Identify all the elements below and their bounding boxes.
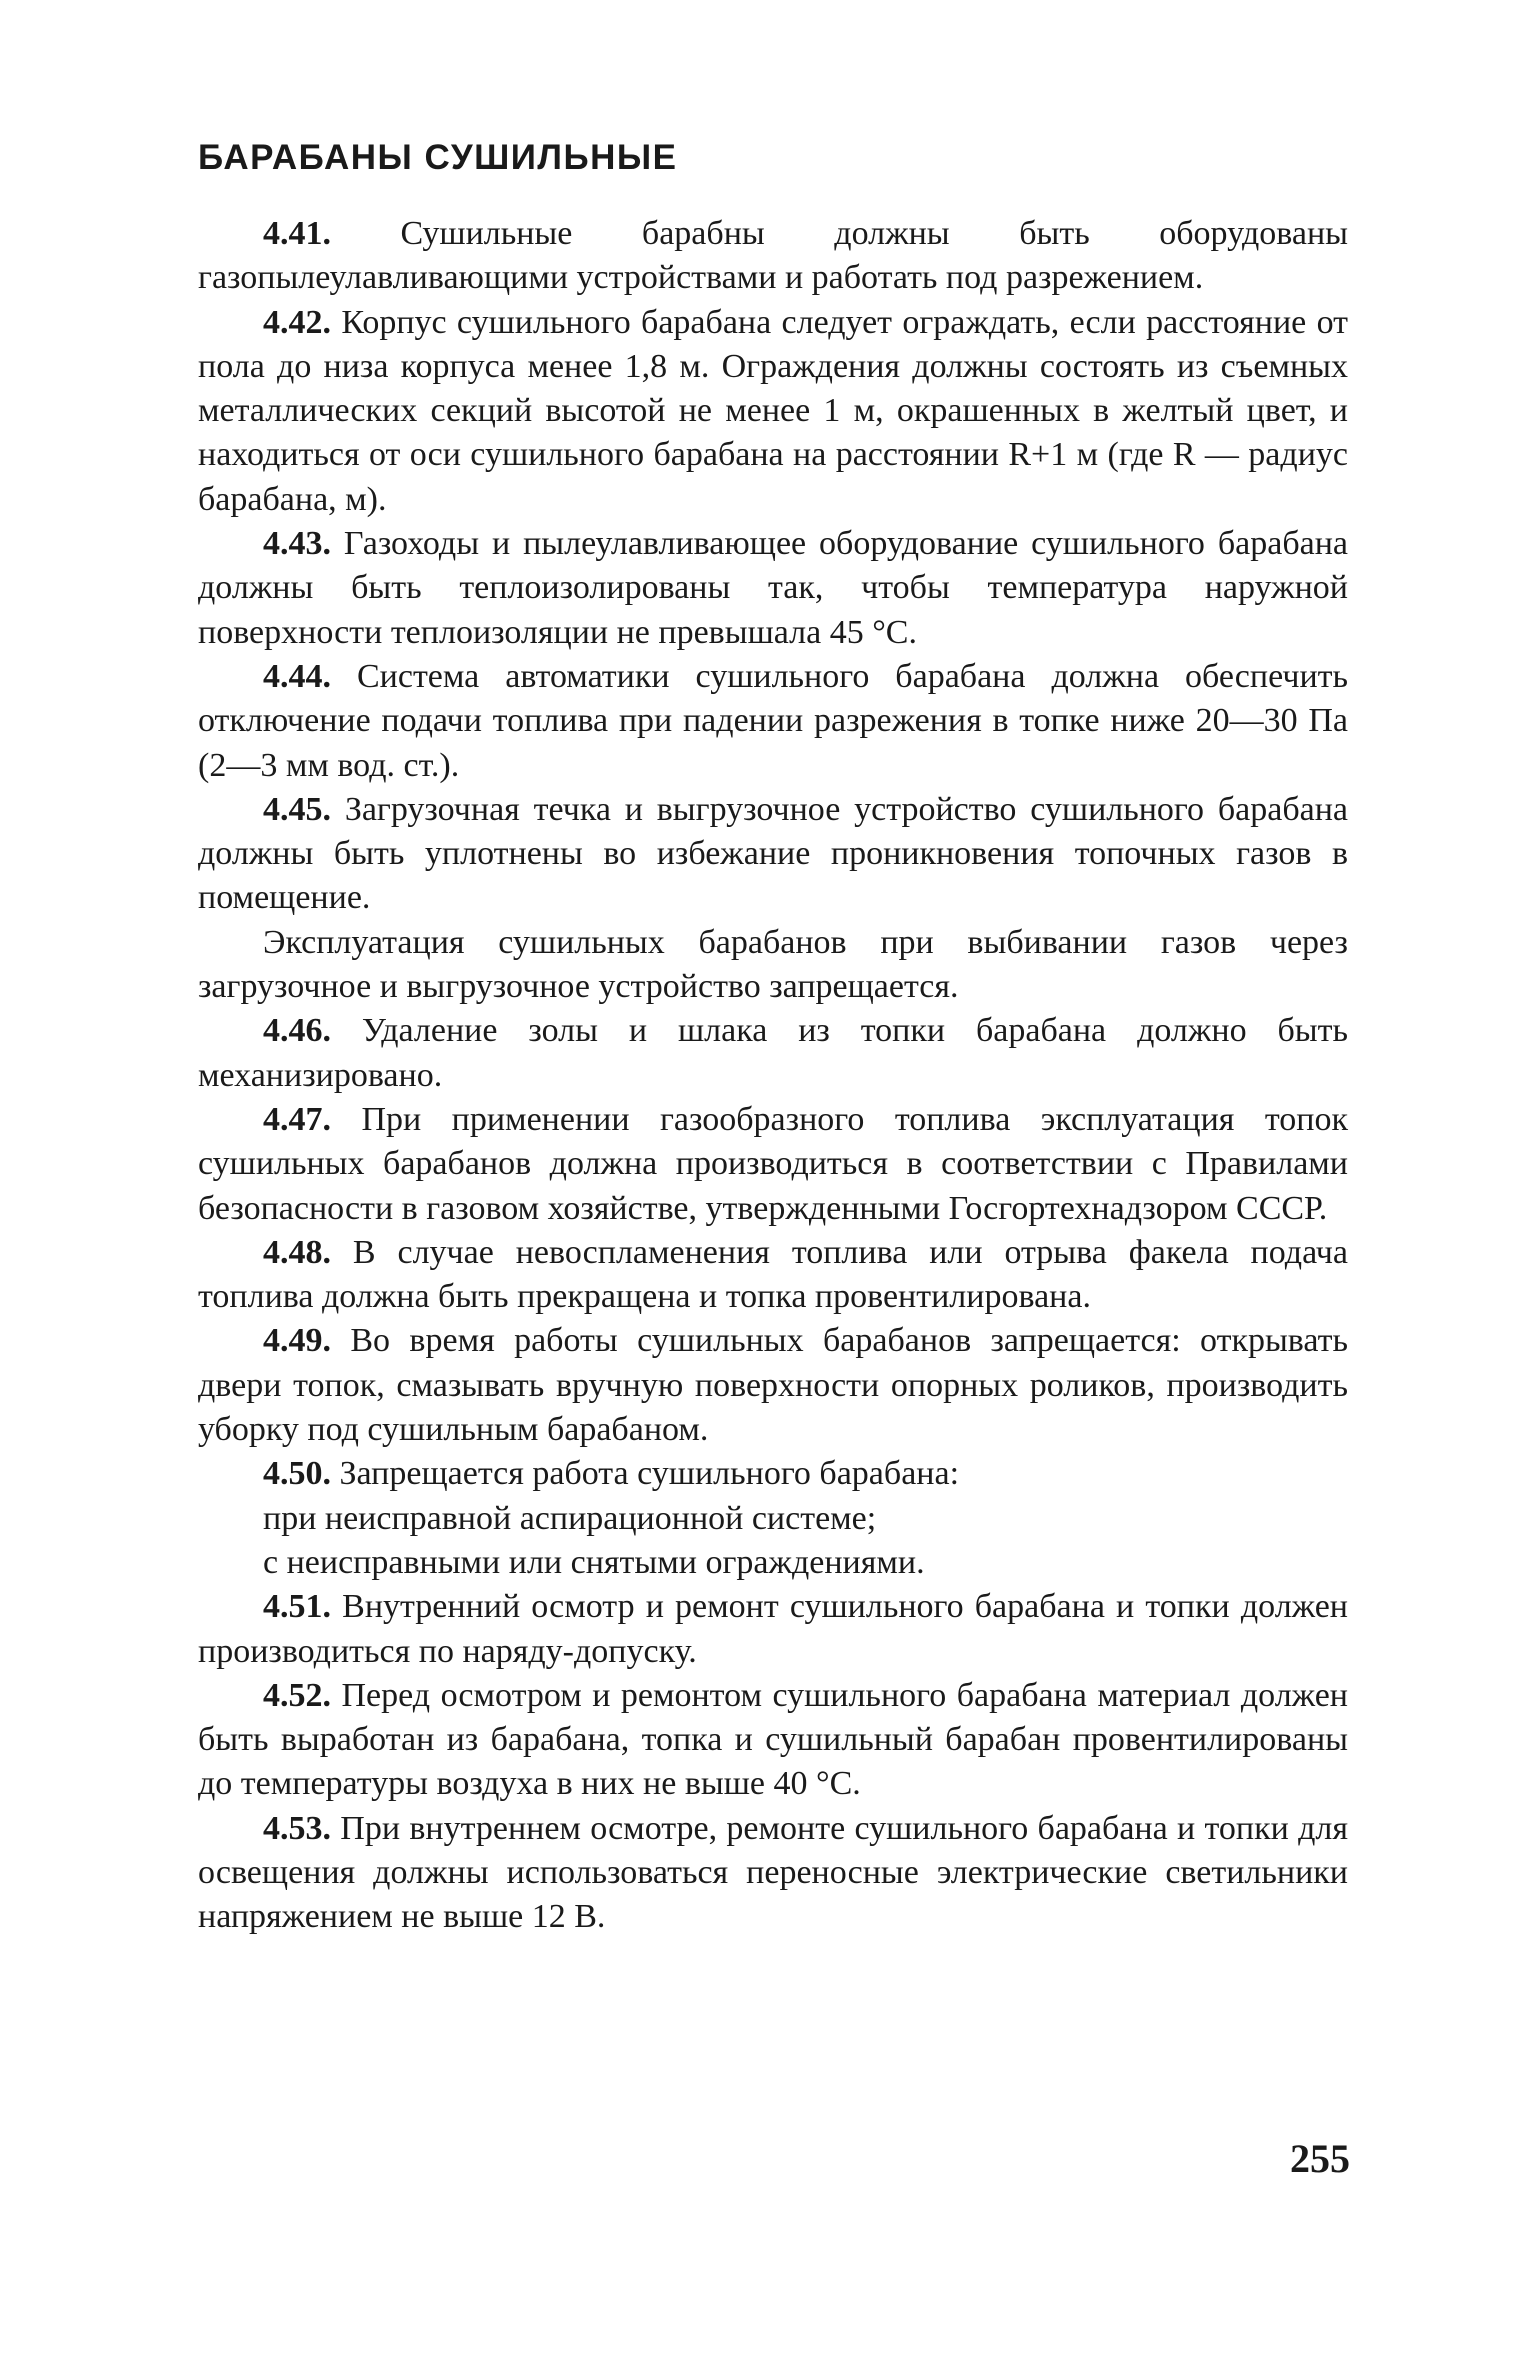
clause-number: 4.53.	[263, 1809, 331, 1847]
paragraph-4-48	[198, 1231, 1348, 1320]
paragraph-4-50	[198, 1452, 1348, 1496]
clause-number: 4.48.	[263, 1233, 331, 1271]
clause-text: Во время работы сушильных барабанов запрещается: открывать двери топок, смазывать вручную поверхности опорных роликов, производить уборку под сушильным барабаном.	[198, 1322, 1348, 1449]
page-content	[198, 136, 1348, 1940]
clause-text: В случае невоспламенения топлива или отрыва факела подача топлива должна быть прекращена и топка провентилирована.	[198, 1233, 1348, 1316]
clause-number: 4.46.	[263, 1012, 331, 1050]
clause-number: 4.47.	[263, 1100, 331, 1138]
paragraph-4-49	[198, 1319, 1348, 1452]
paragraph-4-45-continued	[198, 921, 1348, 1010]
paragraph-4-41	[198, 212, 1348, 301]
clause-text: Газоходы и пылеулавливающее оборудование сушильного барабана должны быть теплоизолированы так, чтобы температура наружной поверхности теплоизоляции не превышала 45 °С.	[198, 525, 1348, 651]
paragraph-4-43	[198, 522, 1348, 655]
clause-text: Внутренний осмотр и ремонт сушильного барабана и топки должен производиться по наряду-допуску.	[198, 1588, 1348, 1670]
clause-number: 4.44.	[263, 657, 331, 695]
clause-text: Система автоматики сушильного барабана должна обеспечить отключение подачи топлива при падении разрежения в топке ниже 20—30 Па (2—3 мм вод. ст.).	[198, 657, 1348, 784]
paragraph-4-50-item-1	[198, 1497, 1348, 1541]
clause-number: 4.49.	[263, 1322, 331, 1360]
paragraph-4-53	[198, 1807, 1348, 1940]
paragraph-4-52	[198, 1674, 1348, 1807]
clause-text: Перед осмотром и ремонтом сушильного барабана материал должен быть выработан из барабана, топка и сушильный барабан провентилированы до температуры воздуха в них не выше 40 °С.	[198, 1676, 1348, 1803]
clause-text: с неисправными или снятыми ограждениями.	[263, 1543, 925, 1581]
clause-text: Корпус сушильного барабана следует ограждать, если расстояние от пола до низа корпуса менее 1,8 м. Ограждения должны состоять из съемных металлических секций высотой не менее 1 м, окрашенных в желтый цвет, и находиться от оси сушильного барабана на расстоянии R+1 м (где R — радиус барабана, м).	[198, 303, 1348, 518]
clause-text: При применении газообразного топлива эксплуатация топок сушильных барабанов должна производиться в соответствии с Правилами безопасности в газовом хозяйстве, утвержденными Госгортехнадзором СССР.	[198, 1100, 1348, 1227]
clause-text: Загрузочная течка и выгрузочное устройство сушильного барабана должны быть уплотнены во избежание проникновения топочных газов в помещение.	[198, 790, 1348, 917]
clause-text: при неисправной аспирационной системе;	[263, 1499, 877, 1537]
clause-text: Удаление золы и шлака из топки барабана должно быть механизировано.	[198, 1012, 1348, 1094]
clause-number: 4.51.	[263, 1588, 331, 1626]
clause-text: При внутреннем осмотре, ремонте сушильного барабана и топки для освещения должны использоваться переносные электрические светильники напряжением не выше 12 В.	[198, 1809, 1348, 1936]
clause-text: Запрещается работа сушильного барабана:	[331, 1455, 960, 1493]
paragraph-4-46	[198, 1009, 1348, 1098]
clause-text: Сушильные барабны должны быть оборудованы газопылеулавливающими устройствами и работать под разрежением.	[198, 215, 1348, 297]
clause-number: 4.45.	[263, 790, 331, 828]
clause-number: 4.41.	[263, 215, 331, 252]
paragraph-4-42	[198, 301, 1348, 522]
paragraph-4-50-item-2	[198, 1541, 1348, 1585]
clause-text: Эксплуатация сушильных барабанов при выбивании газов через загрузочное и выгрузочное устройство запрещается.	[198, 923, 1348, 1006]
paragraph-4-44	[198, 655, 1348, 788]
section-heading: БАРАБАНЫ СУШИЛЬНЫЕ	[198, 138, 678, 177]
clause-number: 4.42.	[263, 303, 331, 341]
paragraph-4-51	[198, 1585, 1348, 1674]
clause-number: 4.50.	[263, 1455, 331, 1493]
page-number: 255	[1290, 2136, 1350, 2181]
clause-number: 4.52.	[263, 1676, 331, 1714]
paragraph-4-47	[198, 1098, 1348, 1231]
paragraph-4-45	[198, 788, 1348, 921]
clause-number: 4.43.	[263, 525, 331, 563]
